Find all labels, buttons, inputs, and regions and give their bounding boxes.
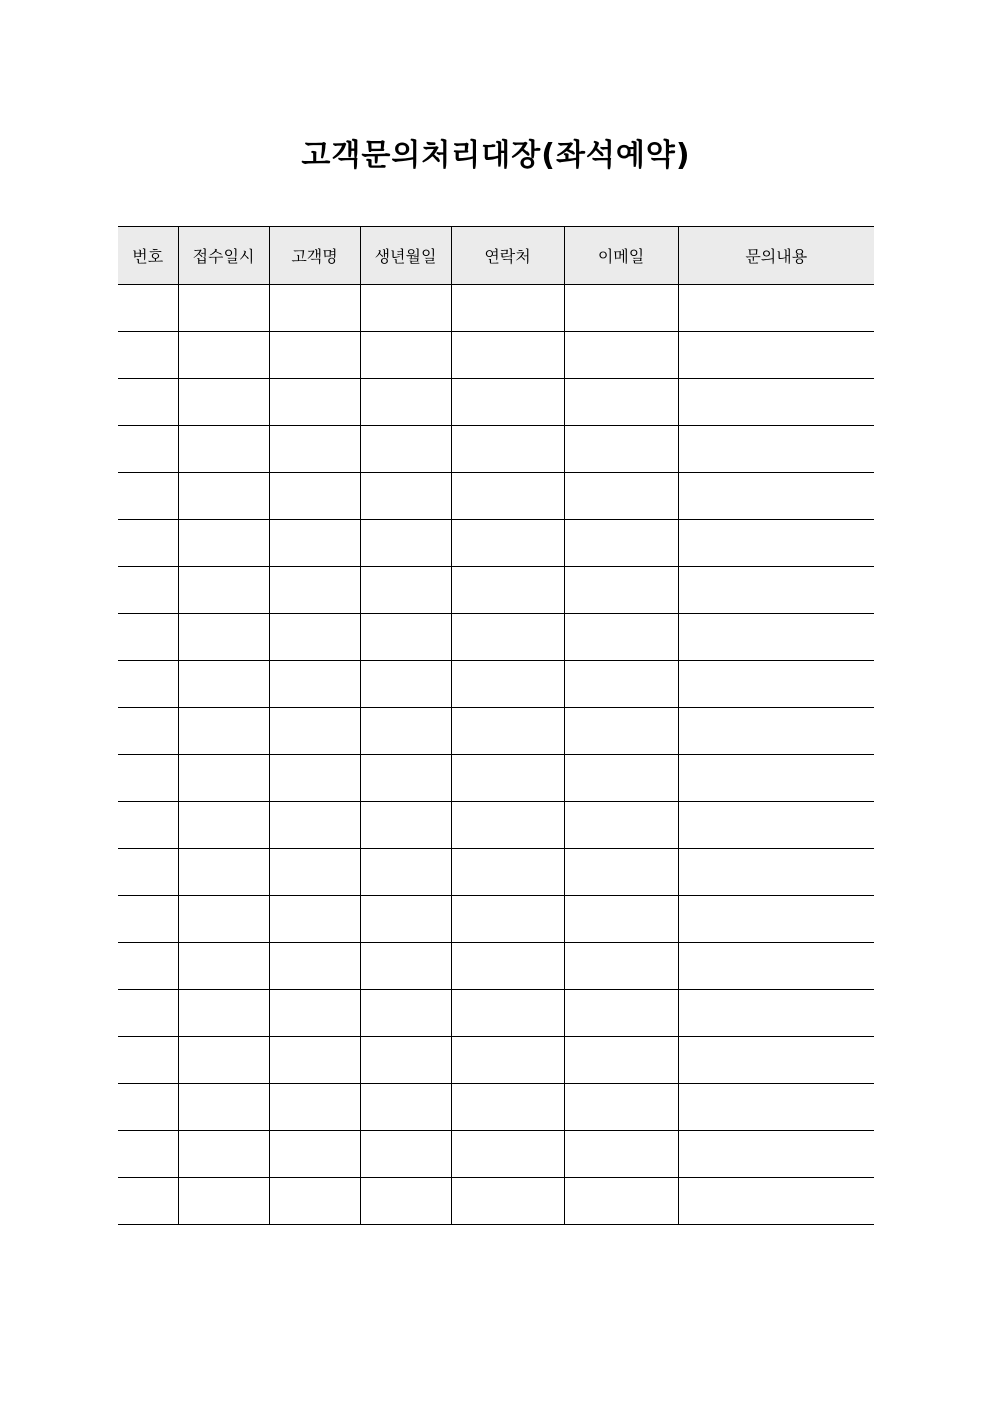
cell-birth-date xyxy=(360,990,451,1037)
cell-number xyxy=(118,849,178,896)
cell-email xyxy=(564,332,678,379)
cell-email xyxy=(564,614,678,661)
table-header-row xyxy=(118,227,874,285)
column-header-email: 이메일 xyxy=(564,227,678,285)
cell-contact xyxy=(451,661,564,708)
cell-number xyxy=(118,520,178,567)
cell-email xyxy=(564,379,678,426)
inquiry-ledger-table xyxy=(118,226,874,1225)
cell-received-datetime xyxy=(178,332,269,379)
cell-inquiry-content xyxy=(678,1131,874,1178)
cell-contact xyxy=(451,1084,564,1131)
cell-received-datetime xyxy=(178,520,269,567)
cell-birth-date xyxy=(360,661,451,708)
cell-birth-date xyxy=(360,567,451,614)
cell-customer-name xyxy=(269,614,360,661)
cell-received-datetime xyxy=(178,708,269,755)
cell-number xyxy=(118,943,178,990)
table-row xyxy=(118,802,874,849)
table-row xyxy=(118,567,874,614)
cell-birth-date xyxy=(360,285,451,332)
cell-birth-date xyxy=(360,1037,451,1084)
cell-customer-name xyxy=(269,520,360,567)
cell-birth-date xyxy=(360,1084,451,1131)
table-row xyxy=(118,661,874,708)
cell-contact xyxy=(451,567,564,614)
cell-birth-date xyxy=(360,802,451,849)
cell-number xyxy=(118,990,178,1037)
cell-contact xyxy=(451,426,564,473)
cell-number xyxy=(118,755,178,802)
cell-email xyxy=(564,1178,678,1225)
cell-birth-date xyxy=(360,426,451,473)
table-row xyxy=(118,473,874,520)
cell-received-datetime xyxy=(178,990,269,1037)
cell-received-datetime xyxy=(178,426,269,473)
cell-customer-name xyxy=(269,379,360,426)
cell-inquiry-content xyxy=(678,332,874,379)
cell-received-datetime xyxy=(178,1084,269,1131)
cell-contact xyxy=(451,520,564,567)
table-row xyxy=(118,708,874,755)
cell-contact xyxy=(451,943,564,990)
cell-email xyxy=(564,1131,678,1178)
cell-received-datetime xyxy=(178,614,269,661)
cell-number xyxy=(118,426,178,473)
cell-birth-date xyxy=(360,332,451,379)
cell-contact xyxy=(451,332,564,379)
column-header-inquiry-content: 문의내용 xyxy=(678,227,874,285)
cell-birth-date xyxy=(360,708,451,755)
cell-number xyxy=(118,1131,178,1178)
cell-customer-name xyxy=(269,990,360,1037)
cell-email xyxy=(564,473,678,520)
table-row xyxy=(118,990,874,1037)
cell-number xyxy=(118,661,178,708)
cell-received-datetime xyxy=(178,896,269,943)
cell-received-datetime xyxy=(178,1178,269,1225)
cell-contact xyxy=(451,1037,564,1084)
cell-customer-name xyxy=(269,661,360,708)
cell-received-datetime xyxy=(178,943,269,990)
cell-number xyxy=(118,473,178,520)
cell-birth-date xyxy=(360,614,451,661)
cell-contact xyxy=(451,1178,564,1225)
cell-number xyxy=(118,614,178,661)
cell-customer-name xyxy=(269,1084,360,1131)
table-row xyxy=(118,285,874,332)
column-header-number: 번호 xyxy=(118,227,178,285)
column-header-customer-name: 고객명 xyxy=(269,227,360,285)
cell-contact xyxy=(451,285,564,332)
table-body xyxy=(118,285,874,1225)
cell-received-datetime xyxy=(178,285,269,332)
table-row xyxy=(118,896,874,943)
cell-inquiry-content xyxy=(678,520,874,567)
cell-received-datetime xyxy=(178,379,269,426)
cell-customer-name xyxy=(269,896,360,943)
cell-inquiry-content xyxy=(678,285,874,332)
cell-received-datetime xyxy=(178,849,269,896)
cell-received-datetime xyxy=(178,755,269,802)
cell-birth-date xyxy=(360,520,451,567)
cell-contact xyxy=(451,379,564,426)
cell-customer-name xyxy=(269,1037,360,1084)
cell-inquiry-content xyxy=(678,755,874,802)
cell-number xyxy=(118,285,178,332)
table-row xyxy=(118,755,874,802)
cell-inquiry-content xyxy=(678,661,874,708)
cell-contact xyxy=(451,755,564,802)
cell-contact xyxy=(451,990,564,1037)
cell-contact xyxy=(451,849,564,896)
cell-email xyxy=(564,755,678,802)
cell-number xyxy=(118,708,178,755)
cell-number xyxy=(118,896,178,943)
cell-number xyxy=(118,802,178,849)
cell-inquiry-content xyxy=(678,1084,874,1131)
cell-number xyxy=(118,379,178,426)
cell-received-datetime xyxy=(178,1037,269,1084)
cell-birth-date xyxy=(360,943,451,990)
cell-birth-date xyxy=(360,1131,451,1178)
column-header-received-datetime: 접수일시 xyxy=(178,227,269,285)
cell-inquiry-content xyxy=(678,426,874,473)
cell-customer-name xyxy=(269,426,360,473)
cell-birth-date xyxy=(360,896,451,943)
cell-received-datetime xyxy=(178,1131,269,1178)
column-header-birth-date: 생년월일 xyxy=(360,227,451,285)
table-row xyxy=(118,379,874,426)
cell-contact xyxy=(451,896,564,943)
cell-birth-date xyxy=(360,379,451,426)
cell-inquiry-content xyxy=(678,473,874,520)
cell-received-datetime xyxy=(178,802,269,849)
cell-inquiry-content xyxy=(678,614,874,661)
cell-inquiry-content xyxy=(678,1037,874,1084)
table-row xyxy=(118,1037,874,1084)
cell-customer-name xyxy=(269,849,360,896)
cell-customer-name xyxy=(269,332,360,379)
cell-email xyxy=(564,849,678,896)
cell-inquiry-content xyxy=(678,567,874,614)
cell-customer-name xyxy=(269,1131,360,1178)
cell-email xyxy=(564,285,678,332)
cell-customer-name xyxy=(269,755,360,802)
cell-email xyxy=(564,802,678,849)
cell-birth-date xyxy=(360,849,451,896)
cell-email xyxy=(564,990,678,1037)
page-title: 고객문의처리대장(좌석예약) xyxy=(301,138,691,173)
table-row xyxy=(118,1131,874,1178)
cell-number xyxy=(118,1037,178,1084)
cell-received-datetime xyxy=(178,473,269,520)
cell-email xyxy=(564,943,678,990)
cell-inquiry-content xyxy=(678,896,874,943)
cell-customer-name xyxy=(269,802,360,849)
cell-number xyxy=(118,1084,178,1131)
cell-inquiry-content xyxy=(678,708,874,755)
cell-inquiry-content xyxy=(678,379,874,426)
table-row xyxy=(118,332,874,379)
table-row xyxy=(118,1084,874,1131)
cell-email xyxy=(564,661,678,708)
cell-contact xyxy=(451,473,564,520)
table-row xyxy=(118,943,874,990)
cell-contact xyxy=(451,708,564,755)
cell-customer-name xyxy=(269,943,360,990)
cell-customer-name xyxy=(269,1178,360,1225)
cell-number xyxy=(118,1178,178,1225)
cell-inquiry-content xyxy=(678,1178,874,1225)
table-row xyxy=(118,614,874,661)
cell-number xyxy=(118,567,178,614)
table-row xyxy=(118,849,874,896)
cell-birth-date xyxy=(360,1178,451,1225)
table-row xyxy=(118,520,874,567)
cell-inquiry-content xyxy=(678,943,874,990)
cell-email xyxy=(564,896,678,943)
cell-email xyxy=(564,520,678,567)
cell-contact xyxy=(451,802,564,849)
cell-customer-name xyxy=(269,567,360,614)
cell-contact xyxy=(451,614,564,661)
cell-received-datetime xyxy=(178,661,269,708)
cell-received-datetime xyxy=(178,567,269,614)
cell-email xyxy=(564,1084,678,1131)
cell-contact xyxy=(451,1131,564,1178)
cell-email xyxy=(564,1037,678,1084)
cell-customer-name xyxy=(269,708,360,755)
cell-customer-name xyxy=(269,473,360,520)
cell-inquiry-content xyxy=(678,990,874,1037)
cell-email xyxy=(564,426,678,473)
column-header-contact: 연락처 xyxy=(451,227,564,285)
cell-birth-date xyxy=(360,473,451,520)
cell-inquiry-content xyxy=(678,849,874,896)
cell-email xyxy=(564,567,678,614)
cell-birth-date xyxy=(360,755,451,802)
cell-inquiry-content xyxy=(678,802,874,849)
cell-customer-name xyxy=(269,285,360,332)
table-row xyxy=(118,426,874,473)
table-row xyxy=(118,1178,874,1225)
cell-email xyxy=(564,708,678,755)
cell-number xyxy=(118,332,178,379)
